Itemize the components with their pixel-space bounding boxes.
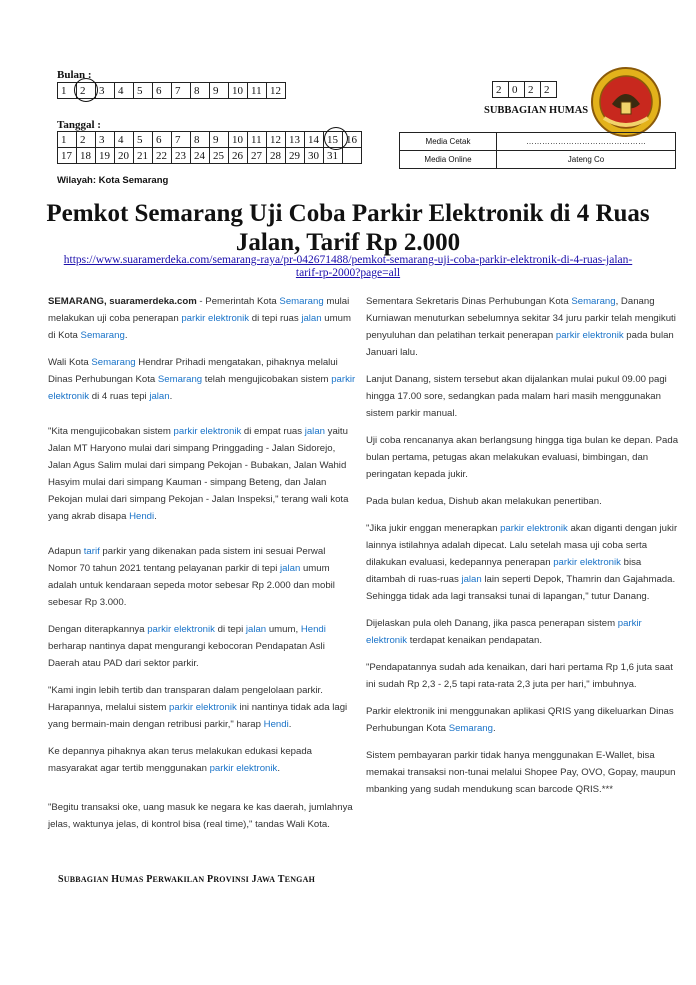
paragraph: Dengan diterapkannya parkir elektronik di tepi jalan umum, Hendi berharap nantinya dapat mengurangi kebocoran Pendapatan Asli Daerah atau PAD dari sektor parkir. xyxy=(48,624,326,669)
day-cell-empty xyxy=(343,148,362,164)
month-cell: 7 xyxy=(172,83,191,99)
day-cell: 17 xyxy=(58,148,77,164)
year-digit-cell: 2 xyxy=(493,82,509,98)
day-cell: 29 xyxy=(286,148,305,164)
day-cell: 22 xyxy=(153,148,172,164)
day-cell: 2 xyxy=(77,132,96,148)
paragraph: "Kami ingin lebih tertib dan transparan dalam pengelolaan parkir. Harapannya, melalui sistem parkir elektronik ini nantinya tidak ada lagi yang bermain-main dengan retribusi parkir," harap Hendi. xyxy=(48,685,348,730)
article-title: Pemkot Semarang Uji Coba Parkir Elektronik di 4 Ruas Jalan, Tarif Rp 2.000 xyxy=(46,200,650,256)
year-digit-cell: 0 xyxy=(509,82,525,98)
day-cell: 26 xyxy=(229,148,248,164)
month-cell: 5 xyxy=(134,83,153,99)
dept-label: SUBBAGIAN HUMAS xyxy=(484,105,589,116)
day-cell: 8 xyxy=(191,132,210,148)
month-cell: 12 xyxy=(267,83,286,99)
day-cell: 16 xyxy=(343,132,362,148)
year-digit-cell: 2 xyxy=(525,82,541,98)
bulan-label: Bulan : xyxy=(57,69,92,81)
month-cell: 1 xyxy=(58,83,77,99)
day-cell: 14 xyxy=(305,132,324,148)
day-cell: 1 xyxy=(58,132,77,148)
year-digit-cell: 2 xyxy=(541,82,557,98)
day-cell: 27 xyxy=(248,148,267,164)
paragraph: Ke depannya pihaknya akan terus melakukan edukasi kepada masyarakat agar tertib menggunakan parkir elektronik. xyxy=(48,746,313,774)
day-cell: 3 xyxy=(96,132,115,148)
day-cell: 21 xyxy=(134,148,153,164)
paragraph: Sementara Sekretaris Dinas Perhubungan Kota Semarang, Danang Kurniawan menuturkan sebelumnya sekitar 34 juru parkir telah mengikuti penyuluhan dan pelatihan terkait penerapan parkir elektronik pada bulan Januari lalu. xyxy=(366,296,676,358)
paragraph: Sistem pembayaran parkir tidak hanya menggunakan E-Wallet, bisa memakai transaksi non-tunai melalui Shopee Pay, OVO, Gopay, maupun mbanking yang sudah mendukung scan barcode QRIS.*** xyxy=(366,750,676,795)
selected-month-circle xyxy=(74,78,98,102)
day-cell: 31 xyxy=(324,148,343,164)
month-cell: 10 xyxy=(229,83,248,99)
article-left-column xyxy=(48,293,356,843)
paragraph: Adapun tarif parkir yang dikenakan pada sistem ini sesuai Perwal Nomor 70 tahun 2021 tentang pelayanan parkir di tepi jalan umum adalah untuk kendaraan sepeda motor sebesar Rp 2.000 dan mobil sebesar Rp 3.000. xyxy=(48,546,335,608)
media-cetak-label: Media Cetak xyxy=(400,133,497,151)
day-cell: 7 xyxy=(172,132,191,148)
day-cell: 10 xyxy=(229,132,248,148)
day-grid xyxy=(57,131,362,164)
article-url[interactable]: https://www.suaramerdeka.com/semarang-raya/pr-042671488/pemkot-semarang-uji-coba-parkir-elektronik-di-4-ruas-jalan- tarif-rp-2000?page=all xyxy=(63,254,633,279)
paragraph: Wali Kota Semarang Hendrar Prihadi mengatakan, pihaknya melalui Dinas Perhubungan Kota Semarang telah mengujicobakan sistem parkir elektronik di 4 ruas tepi jalan. xyxy=(48,357,356,402)
media-table xyxy=(399,132,676,169)
day-cell: 28 xyxy=(267,148,286,164)
media-cetak-value: ……………………………………… xyxy=(497,133,676,151)
day-cell: 23 xyxy=(172,148,191,164)
footer-label: SUBBAGIAN HUMAS PERWAKILAN PROVINSI JAWA TENGAH xyxy=(58,874,315,885)
provincial-emblem-logo xyxy=(590,66,662,138)
day-cell: 12 xyxy=(267,132,286,148)
paragraph: "Pendapatannya sudah ada kenaikan, dari hari pertama Rp 1,6 juta saat ini sudah Rp 2,3 - 2,5 tapi rata-rata 2,3 juta per hari," imbuhnya. xyxy=(366,662,673,690)
media-online-value: Jateng Co xyxy=(497,151,676,169)
day-cell: 5 xyxy=(134,132,153,148)
month-cell: 9 xyxy=(210,83,229,99)
year-box xyxy=(492,81,557,98)
paragraph: Pada bulan kedua, Dishub akan melakukan penertiban. xyxy=(366,496,602,507)
selected-day-circle xyxy=(324,127,348,150)
day-cell: 13 xyxy=(286,132,305,148)
month-cell: 6 xyxy=(153,83,172,99)
paragraph: Parkir elektronik ini menggunakan aplikasi QRIS yang dikeluarkan Dinas Perhubungan Kota Semarang. xyxy=(366,706,674,734)
article-right-column xyxy=(366,293,682,808)
day-cell: 11 xyxy=(248,132,267,148)
month-cell: 3 xyxy=(96,83,115,99)
day-cell: 25 xyxy=(210,148,229,164)
day-cell: 6 xyxy=(153,132,172,148)
day-cell: 18 xyxy=(77,148,96,164)
day-cell: 15 xyxy=(324,132,343,148)
wilayah-label: Wilayah: Kota Semarang xyxy=(57,175,169,186)
paragraph: SEMARANG, suaramerdeka.com - Pemerintah Kota Semarang mulai melakukan uji coba penerapan parkir elektronik di tepi ruas jalan umum di Kota Semarang. xyxy=(48,296,351,341)
day-cell: 19 xyxy=(96,148,115,164)
day-cell: 20 xyxy=(115,148,134,164)
paragraph: "Begitu transaksi oke, uang masuk ke negara ke kas daerah, jumlahnya jelas, waktunya jelas, di kontrol bisa (real time)," tandas Wali Kota. xyxy=(48,802,353,830)
paragraph: "Jika jukir enggan menerapkan parkir elektronik akan diganti dengan jukir lainnya istilahnya adalah dipecat. Lalu setelah masa uji coba serta dilakukan evaluasi, kedepannya penerapan parkir elektronik bisa ditambah di ruas-ruas jalan lain seperti Depok, Thamrin dan Gajahmada. Sehingga tidak ada lagi transaksi tunai di lapangan," tutur Danang. xyxy=(366,523,678,602)
month-cell: 2 xyxy=(77,83,96,99)
media-online-label: Media Online xyxy=(400,151,497,169)
paragraph: Dijelaskan pula oleh Danang, jika pasca penerapan sistem parkir elektronik terdapat kenaikan pendapatan. xyxy=(366,618,642,646)
day-cell: 9 xyxy=(210,132,229,148)
paragraph: Lanjut Danang, sistem tersebut akan dijalankan mulai pukul 09.00 pagi hingga 17.00 sore, sedangkan pada malam hari masih menggunakan sistem parkir manual. xyxy=(366,374,667,419)
month-cell: 4 xyxy=(115,83,134,99)
paragraph: Uji coba rencananya akan berlangsung hingga tiga bulan ke depan. Pada bulan pertama, petugas akan melakukan evaluasi, bimbingan, dan peringatan kepada jukir. xyxy=(366,435,679,480)
paragraph: "Kita mengujicobakan sistem parkir elektronik di empat ruas jalan yaitu Jalan MT Haryono mulai dari simpang Pringgading - Jalan Sidorejo, Jalan Agus Salim mulai dari simpang Pekojan - Bubakan, Jalan Wahid Hasyim mulai dari simpang Kauman - simpang Beteng, dan Jalan Pekojan mulai dari simpang Pekojan - Jalan Inspeksi," terang wali kota yang akrab disapa Hendi. xyxy=(48,426,349,522)
day-cell: 30 xyxy=(305,148,324,164)
month-cell: 8 xyxy=(191,83,210,99)
day-cell: 24 xyxy=(191,148,210,164)
day-cell: 4 xyxy=(115,132,134,148)
month-cell: 11 xyxy=(248,83,267,99)
tanggal-label: Tanggal : xyxy=(57,119,101,131)
